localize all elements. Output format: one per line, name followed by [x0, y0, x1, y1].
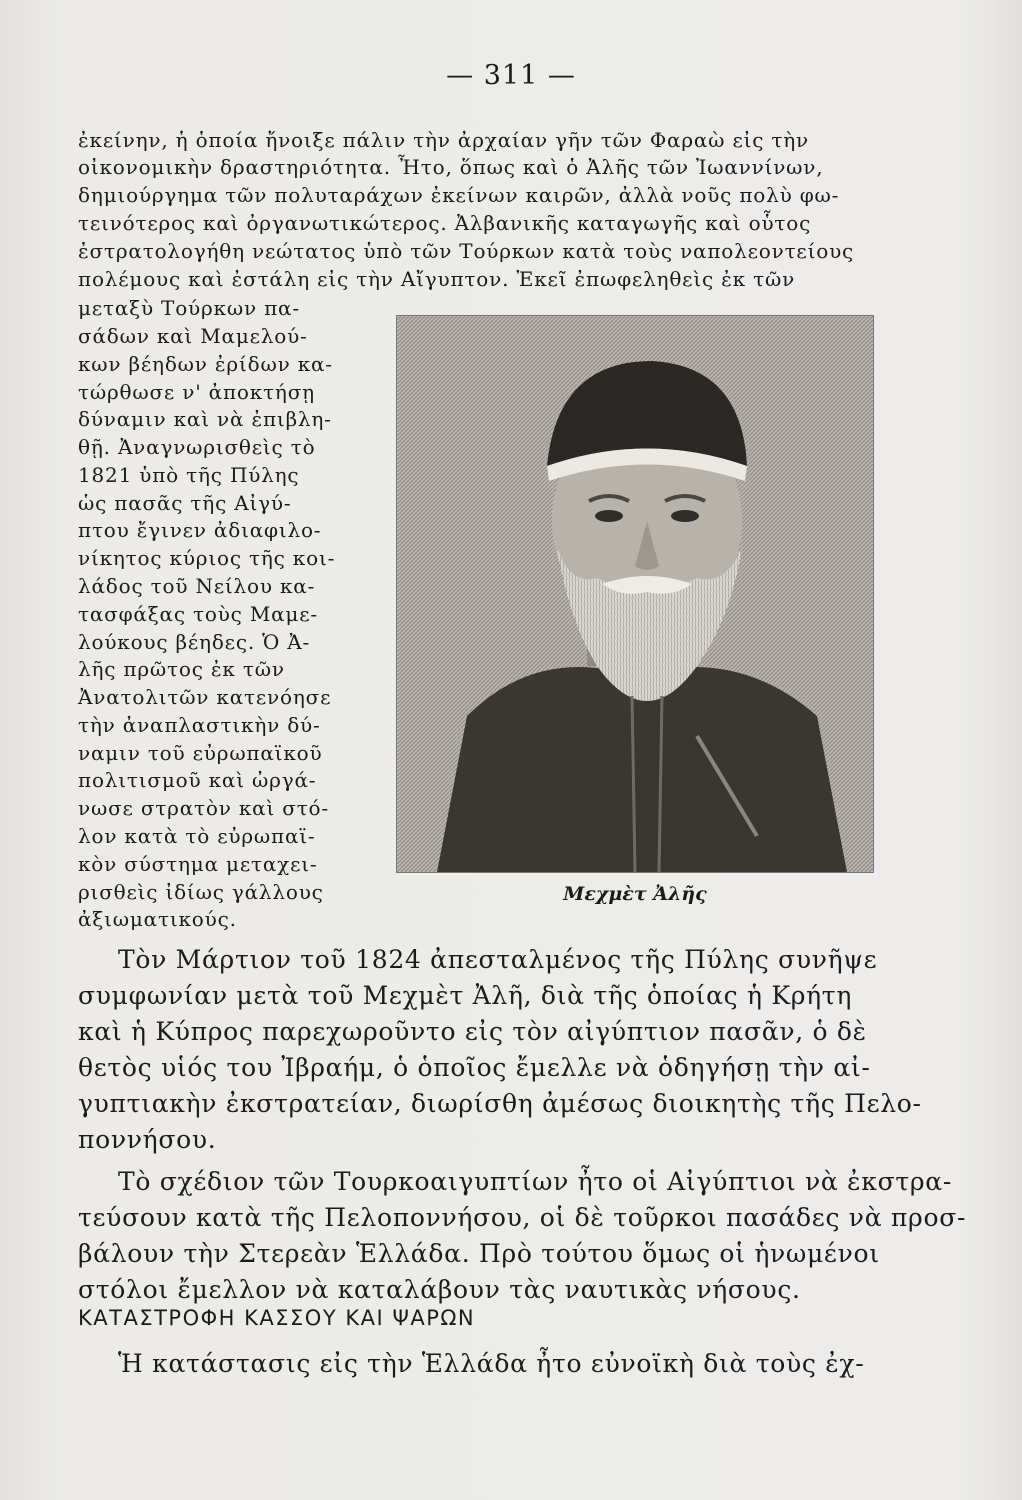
text-line: δύναμιν καὶ νὰ ἐπιβλη- [78, 407, 332, 431]
text-line: βάλουν τὴν Στερεὰν Ἑλλάδα. Πρὸ τούτου ὅμως οἱ ἡνωμένοι [78, 1239, 880, 1268]
text-line: ρισθεὶς ἰδίως γάλλους [78, 880, 324, 904]
text-line: νίκητος κύριος τῆς κοι- [78, 546, 336, 570]
text-line: θῇ. Ἀναγνωρισθεὶς τὸ [78, 435, 316, 459]
portrait-engraving [397, 316, 873, 872]
text-line: ποννήσου. [78, 1125, 217, 1154]
text-line: στόλοι ἔμελλον νὰ καταλάβουν τὰς ναυτικὰς νήσους. [78, 1275, 801, 1304]
text-line: τεύσουν κατὰ τῆς Πελοποννήσου, οἱ δὲ τοῦρκοι πασάδες νὰ προσ- [78, 1203, 967, 1232]
text-line: πολέμους καὶ ἐστάλη εἰς τὴν Αἴγυπτον. Ἐκεῖ ἐπωφεληθεὶς ἐκ τῶν [78, 267, 796, 291]
text-line: λούκους βέηδες. Ὁ Ἀ- [78, 630, 311, 654]
text-line: λάδος τοῦ Νείλου κα- [78, 574, 316, 598]
text-line: λον κατὰ τὸ εὐρωπαϊ- [78, 824, 316, 848]
text-line: τασφάξας τοὺς Μαμε- [78, 602, 318, 626]
text-line: καὶ ἡ Κύπρος παρεχωροῦντο εἰς τὸν αἰγύπτιον πασᾶν, ὁ δὲ [78, 1017, 867, 1046]
text-line: θετὸς υἱός του Ἰβραήμ, ὁ ὁποῖος ἔμελλε νὰ ὁδηγήσῃ τὴν αἰ- [78, 1053, 871, 1082]
text-line: πτου ἔγινεν ἀδιαφιλο- [78, 518, 322, 542]
portrait-caption: Μεχμὲτ Ἀλῆς [563, 883, 707, 905]
text-line: ἐστρατολογήθη νεώτατος ὑπὸ τῶν Τούρκων κατὰ τοὺς ναπολεοντείους [78, 239, 855, 263]
text-line: πολιτισμοῦ καὶ ὠργά- [78, 768, 317, 792]
text-line: ὡς πασᾶς τῆς Αἰγύ- [78, 491, 292, 515]
section-heading: ΚΑΤΑΣΤΡΟΦΗ ΚΑΣΣΟΥ ΚΑΙ ΨΑΡΩΝ [78, 1306, 476, 1330]
text-line: δημιούργημα τῶν πολυταράχων ἐκείνων καιρῶν, ἀλλὰ νοῦς πολὺ φω- [78, 183, 840, 207]
text-line: Τὸ σχέδιον τῶν Τουρκοαιγυπτίων ἦτο οἱ Αἰγύπτιοι νὰ ἐκστρα- [118, 1167, 953, 1196]
text-line: Τὸν Μάρτιον τοῦ 1824 ἀπεσταλμένος τῆς Πύλης συνῆψε [118, 945, 878, 974]
text-line: Ἡ κατάστασις εἰς τὴν Ἑλλάδα ἦτο εὐνοϊκὴ διὰ τοὺς ἐχ- [118, 1349, 865, 1378]
text-line: νωσε στρατὸν καὶ στό- [78, 796, 329, 820]
text-line: ἐκείνην, ἡ ὁποία ἤνοιξε πάλιν τὴν ἀρχαίαν γῆν τῶν Φαραὼ εἰς τὴν [78, 128, 810, 152]
text-line: τὴν ἀναπλαστικὴν δύ- [78, 713, 321, 737]
text-line: γυπτιακὴν ἐκστρατείαν, διωρίσθη ἀμέσως διοικητὴς τῆς Πελο- [78, 1089, 922, 1118]
text-line: σάδων καὶ Μαμελού- [78, 324, 308, 348]
text-line: συμφωνίαν μετὰ τοῦ Μεχμὲτ Ἀλῆ, διὰ τῆς ὁποίας ἡ Κρήτη [78, 981, 853, 1010]
text-line: 1821 ὑπὸ τῆς Πύλης [78, 463, 300, 487]
text-line: τώρθωσε ν' ἀποκτήσῃ [78, 380, 315, 404]
text-line: ἀξιωματικούς. [78, 907, 237, 931]
text-line: μεταξὺ Τούρκων πα- [78, 296, 300, 320]
text-line: οἰκονομικὴν δραστηριότητα. Ἦτο, ὅπως καὶ ὁ Ἀλῆς τῶν Ἰωαννίνων, [78, 155, 824, 179]
page-number: — 311 — [446, 60, 576, 91]
text-line: Ἀνατολιτῶν κατενόησε [78, 685, 332, 709]
text-line: κων βέηδων ἐρίδων κα- [78, 352, 333, 376]
portrait-image [396, 315, 874, 873]
text-line: ναμιν τοῦ εὐρωπαϊκοῦ [78, 741, 323, 765]
text-line: λῆς πρῶτος ἐκ τῶν [78, 657, 285, 681]
text-line: τεινότερος καὶ ὀργανωτικώτερος. Ἀλβανικῆς καταγωγῆς καὶ οὗτος [78, 211, 812, 235]
text-line: κὸν σύστημα μεταχει- [78, 852, 318, 876]
